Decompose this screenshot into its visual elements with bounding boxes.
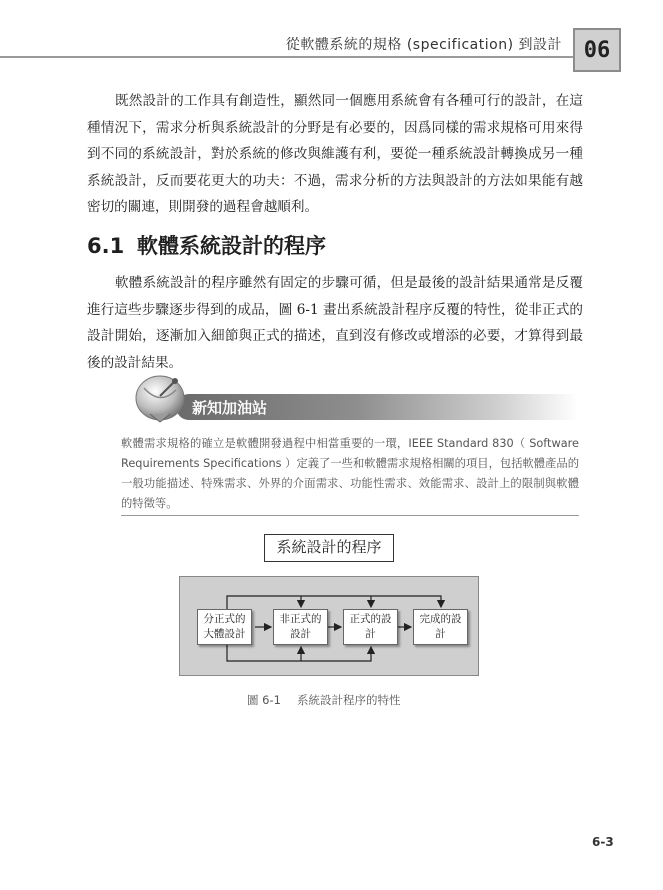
sidebar-title: 新知加油站 xyxy=(192,399,268,417)
diagram-step-box: 分正式的大體設計 xyxy=(197,609,252,645)
figure-caption-text: 系統設計程序的特性 xyxy=(296,693,401,707)
sidebar-rule xyxy=(121,515,579,516)
diagram-step-box: 正式的設計 xyxy=(343,609,398,645)
body-paragraph: 軟體系統設計的程序雖然有固定的步驟可循，但是最後的設計結果通常是反覆進行這些步驟逐步得到的成品，圖 6-1 畫出系統設計程序反覆的特性，從非正式的設計開始，逐漸加入細節與正式的描述，直到沒有修改或增添的必要，才算得到最後的設計結果。 xyxy=(87,275,583,371)
section-title: 軟體系統設計的程序 xyxy=(137,234,326,258)
figure-caption xyxy=(247,692,400,708)
section-heading xyxy=(87,230,326,260)
chapter-tab xyxy=(573,28,621,72)
sidebar-text: 軟體需求規格的確立是軟體開發過程中相當重要的一環，IEEE Standard 830（ Software Requirements Specifications ）定義了一些和軟體需求規格相關的項目，包括軟體產品的一般功能描述、特殊需求、外界的介面需求、功能性需求、效能需求、設計上的限制與軟體的特徵等。 xyxy=(121,437,579,510)
body-paragraph: 既然設計的工作具有創造性，顯然同一個應用系統會有各種可行的設計，在這種情況下，需求分析與系統設計的分野是有必要的，因爲同樣的需求規格可用來得到不同的系統設計，對於系統的修改與維護有利，要從一種系統設計轉換成另一種系統設計，反而要花更大的功夫：不過，需求分析的方法與設計的方法如果能有越密切的關連，則開發的過程會越順利。 xyxy=(87,93,583,215)
figure-number: 圖 6-1 xyxy=(247,693,281,707)
diagram-step-box: 非正式的設計 xyxy=(273,609,328,645)
chapter-number: 06 xyxy=(583,37,611,63)
header-rule xyxy=(0,56,573,58)
satellite-dish-icon xyxy=(130,366,192,428)
section-number: 6.1 xyxy=(87,234,125,258)
diagram-title: 系統設計的程序 xyxy=(264,534,394,562)
diagram-step-box: 完成的設計 xyxy=(413,609,468,645)
running-header-title: 從軟體系統的規格 (specification) 到設計 xyxy=(285,37,562,53)
page-number: 6-3 xyxy=(592,835,614,849)
